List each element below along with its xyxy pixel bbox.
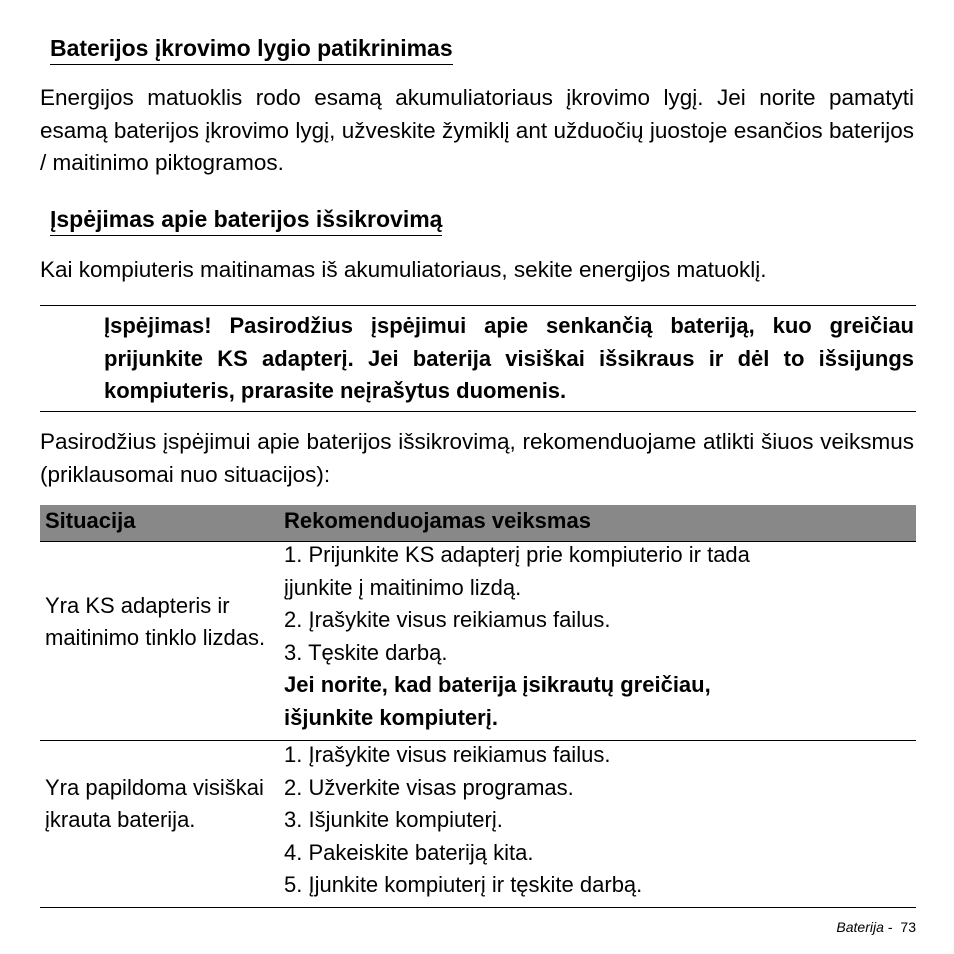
table-row [40,741,916,908]
recommendation-intro: Pasirodžius įspėjimui apie baterijos išsikrovimą, rekomenduojame atlikti šiuos veiksmus (priklausomai nuo situacijos): [40,429,914,487]
action-step: 2. Užverkite visas programas. [284,774,574,800]
action-note: Jei norite, kad baterija įsikrautų greičiau, [284,672,711,697]
action-step: 4. Pakeiskite bateriją kita. [284,839,534,865]
action-step: 2. Įrašykite visus reikiamus failus. [284,607,611,632]
action-cell [284,539,916,734]
warning-bottom-rule [40,411,916,412]
page-number: 73 [900,919,916,935]
action-step: 1. Įrašykite visus reikiamus failus. [284,742,611,767]
footer-section-label: Baterija - [836,919,893,935]
warning-note: Įspėjimas! Pasirodžius įspėjimui apie senkančią bateriją, kuo greičiau prijunkite KS adapterį. Jei baterija visiškai išsikraus ir dėl to išsijungs kompiuteris, prarasite neįrašytus duomenis. [104,313,914,403]
situation-cell: Yra KS adapteris ir maitinimo tinklo lizdas. [45,593,266,650]
recommendation-table [40,505,916,908]
action-step: 1. Prijunkite KS adapterį prie kompiuterio ir tada [284,542,750,567]
battery-level-paragraph: Energijos matuoklis rodo esamą akumuliatoriaus įkrovimo lygį. Jei norite pamatyti esamą baterijos įkrovimo lygį, užveskite žymiklį ant užduočių juostoje esančios baterijos / maitinimo piktogramos. [40,85,914,175]
table-header-row [40,505,916,542]
action-step: įjunkite į maitinimo lizdą. [284,574,522,600]
action-note: išjunkite kompiuterį. [284,704,498,730]
page-footer [836,918,916,936]
warning-top-rule [40,305,916,306]
table-header-situation: Situacija [45,508,136,533]
action-step: 3. Išjunkite kompiuterį. [284,807,503,832]
section-heading-low-battery-warning: Įspėjimas apie baterijos išsikrovimą [50,205,442,236]
action-step: 5. Įjunkite kompiuterį ir tęskite darbą. [284,872,643,897]
low-battery-paragraph: Kai kompiuteris maitinamas iš akumuliatoriaus, sekite energijos matuoklį. [40,257,767,282]
situation-cell: Yra papildoma visiškai įkrauta baterija. [45,775,264,832]
action-cell [284,739,916,902]
table-row [40,542,916,741]
table-header-action: Rekomenduojamas veiksmas [284,508,591,533]
section-heading-battery-level: Baterijos įkrovimo lygio patikrinimas [50,34,453,65]
action-step: 3. Tęskite darbą. [284,639,448,665]
